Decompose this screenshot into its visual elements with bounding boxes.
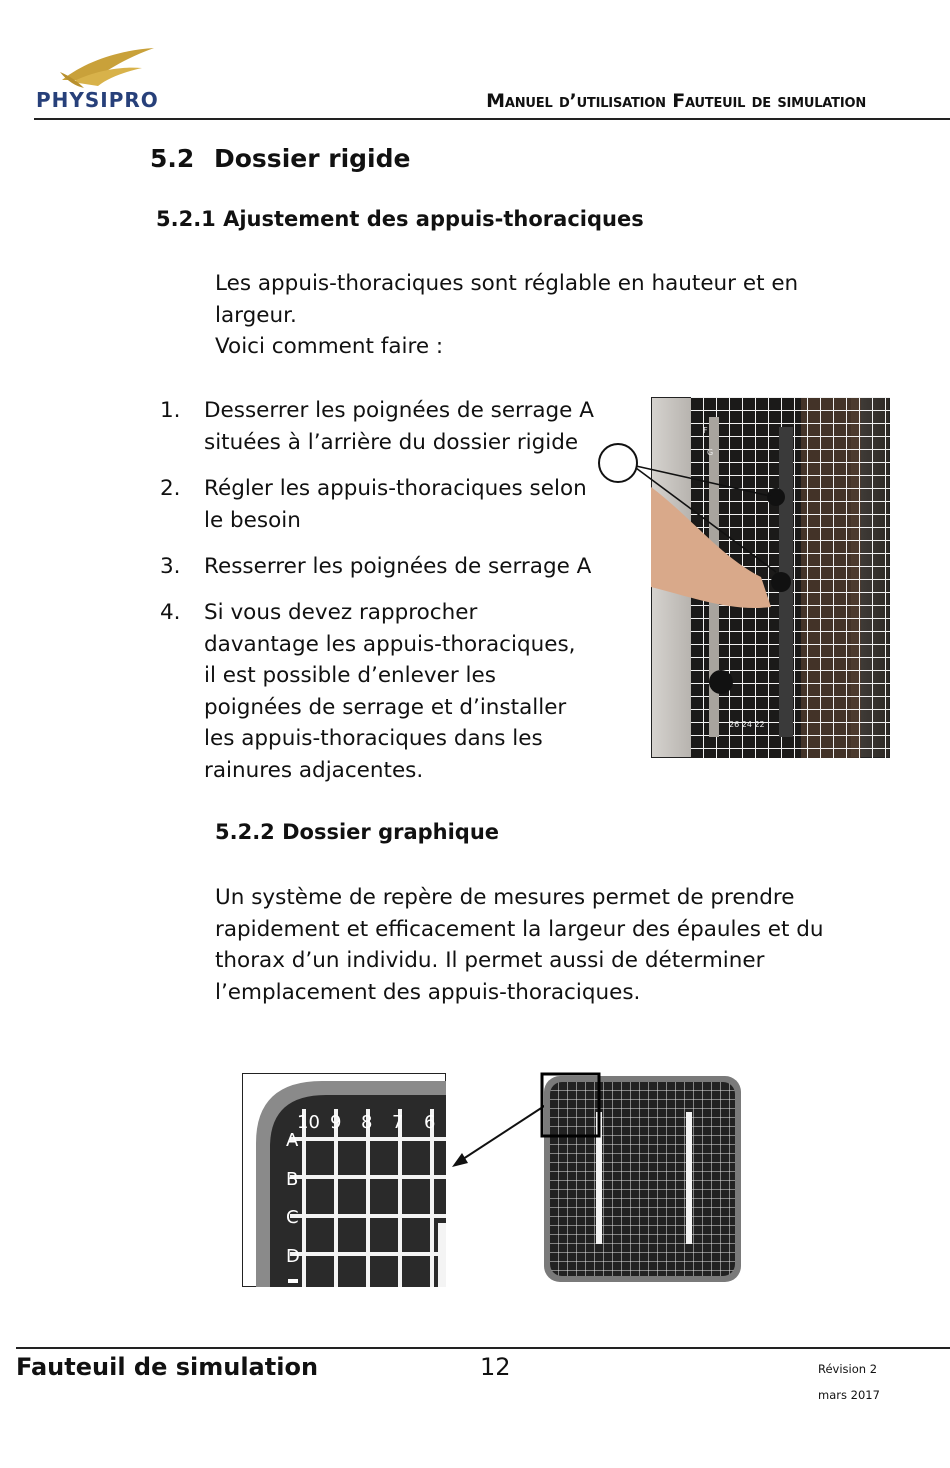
header-divider <box>34 118 950 120</box>
grid-row-letter: B <box>286 1169 299 1190</box>
step-number: 4. <box>160 600 181 625</box>
intro-paragraph <box>215 268 855 363</box>
para-line: l’emplacement des appuis-thoraciques. <box>215 979 641 1005</box>
para-line: thorax d’un individu. Il permet aussi de déterminer <box>215 948 765 973</box>
grid-row-letter: D <box>286 1246 300 1267</box>
step-number: 1. <box>160 398 181 423</box>
grid-zoom-figure <box>242 1073 446 1287</box>
page-number: 12 <box>480 1353 511 1381</box>
para-line: Un système de repère de mesures permet de prendre <box>215 885 795 910</box>
step-line: les appuis-thoraciques dans les <box>204 726 543 751</box>
footer-divider <box>16 1347 950 1349</box>
subsection-title-graphic-backrest: 5.2.2 Dossier graphique <box>215 820 500 844</box>
section-number: 5.2 <box>150 144 195 173</box>
step-line: Régler les appuis-thoraciques selon <box>204 476 587 501</box>
step-number: 3. <box>160 554 181 579</box>
step-line: situées à l’arrière du dossier rigide <box>204 429 579 455</box>
footer-document-title: Fauteuil de simulation <box>16 1353 319 1381</box>
grid-column-number: 7 <box>392 1112 404 1133</box>
step-line: Desserrer les poignées de serrage A <box>204 398 594 423</box>
intro-line: Les appuis-thoraciques sont réglable en hauteur et en <box>215 271 799 296</box>
intro-line: largeur. <box>215 302 297 328</box>
subsection-title-adjustment: 5.2.1 Ajustement des appuis-thoraciques <box>156 207 644 231</box>
revision-date: mars 2017 <box>818 1388 880 1402</box>
ruler-numbers: 26 24 22 <box>729 720 765 729</box>
graphic-backrest-paragraph <box>215 882 865 1008</box>
step-line: le besoin <box>204 507 301 533</box>
ruler-letter: G <box>707 448 714 457</box>
grid-column-number: 8 <box>361 1112 373 1133</box>
header-title: Manuel d’utilisation Fauteuil de simulation <box>486 90 866 112</box>
grid-column-number: 6 <box>424 1112 436 1133</box>
grid-row-letter: A <box>286 1130 299 1151</box>
step-line: Si vous devez rapprocher <box>204 600 478 625</box>
step-line: poignées de serrage et d’installer <box>204 694 567 720</box>
intro-line: Voici comment faire : <box>215 334 444 359</box>
revision-label: Révision 2 <box>818 1362 878 1376</box>
grid-column-number: 10 <box>297 1112 320 1133</box>
step-number: 2. <box>160 476 181 501</box>
step-line: Resserrer les poignées de serrage A <box>204 554 592 579</box>
graphic-backrest-board <box>540 1072 745 1284</box>
ruler-letter: F <box>703 426 708 435</box>
step-line: il est possible d’enlever les <box>204 663 496 688</box>
step-line: davantage les appuis-thoraciques, <box>204 631 576 657</box>
logo-wordmark: PHYSIPRO <box>36 88 159 112</box>
para-line: rapidement et efficacement la largeur des épaules et du <box>215 916 824 942</box>
callout-marker <box>598 440 898 600</box>
grid-row-letter: C <box>286 1207 299 1228</box>
grid-column-number: 9 <box>330 1112 342 1133</box>
step-line: rainures adjacentes. <box>204 757 424 783</box>
section-title: Dossier rigide <box>214 144 411 173</box>
